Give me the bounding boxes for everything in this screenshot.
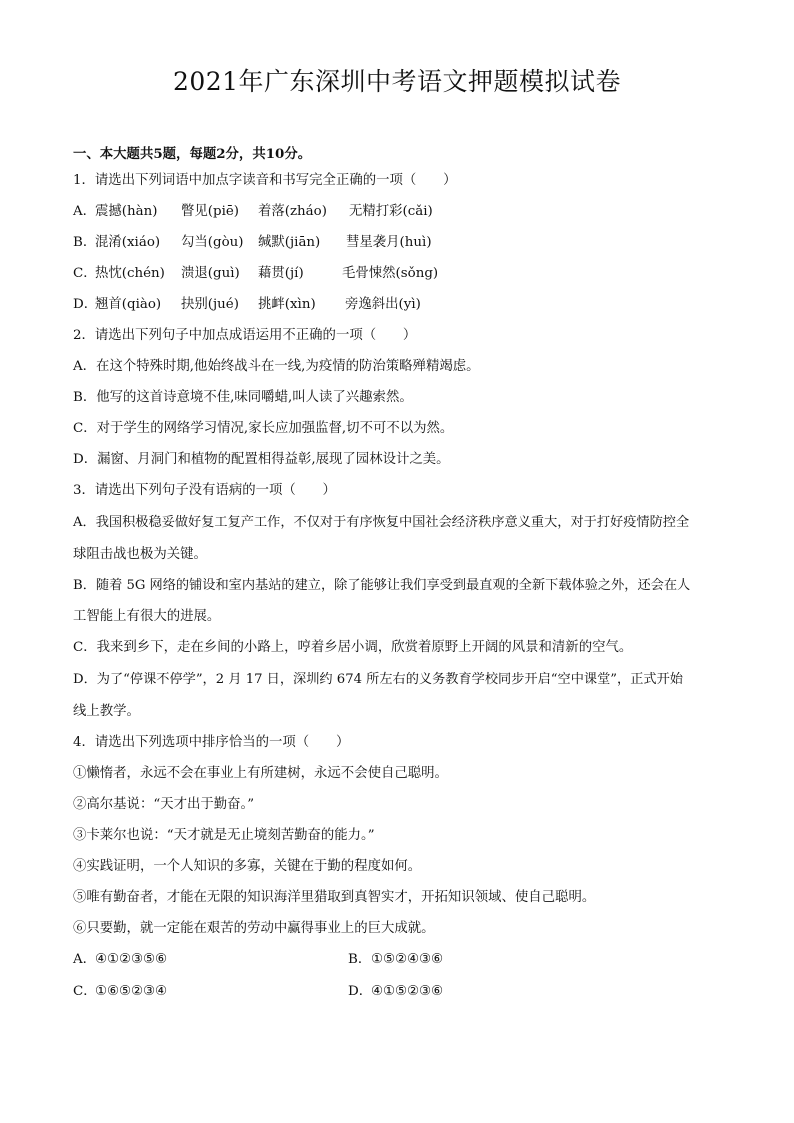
q2-stem: 2．请选出下列句子中加点成语运用不正确的一项（ ） xyxy=(73,328,417,343)
q3-stem: 3．请选出下列句子没有语病的一项（ ） xyxy=(73,483,336,498)
q4-choice-text: ④①⑤②③⑥ xyxy=(371,984,444,999)
q1-word: 毛骨悚然(sǒng) xyxy=(342,266,439,281)
q2-option-b: B．他写的这首诗意境不佳,味同嚼蜡,叫人读了兴趣索然。 xyxy=(73,390,413,405)
q1-word: 缄默(jiān) xyxy=(258,235,321,250)
q1-word: 勾当(gòu) xyxy=(181,235,244,250)
q1-word: 藉贯(jí) xyxy=(258,266,304,281)
q3-line: B．随着 5G 网络的铺设和室内基站的建立，除了能够让我们享受到最直观的全新下载体验之外，还会在人 xyxy=(73,578,691,593)
q4-sentence: ⑥只要勤，就一定能在艰苦的劳动中赢得事业上的巨大成就。 xyxy=(73,921,435,936)
q1-word: 热忱(chén) xyxy=(95,266,165,281)
q4-choice-text: ①⑤②④③⑥ xyxy=(371,952,444,967)
q1-stem: 1．请选出下列词语中加点字读音和书写完全正确的一项（ ） xyxy=(73,173,457,188)
q4-sentence: ②高尔基说：“天才出于勤奋。” xyxy=(73,797,255,812)
q4-sentence: ⑤唯有勤奋者，才能在无限的知识海洋里猎取到真智实才，开拓知识领域、使自己聪明。 xyxy=(73,890,596,905)
q1-word: 翘首(qiào) xyxy=(95,297,162,312)
q3-line: C．我来到乡下，走在乡间的小路上，哼着乡居小调，欣赏着原野上开阔的风景和清新的空气。 xyxy=(73,640,633,655)
q4-stem: 4．请选出下列选项中排序恰当的一项（ ） xyxy=(73,735,350,750)
q2-option-a: A．在这个特殊时期,他始终战斗在一线,为疫情的防治策略殚精竭虑。 xyxy=(73,359,480,374)
q3-line: 线上教学。 xyxy=(73,704,140,719)
q1-word: 瞥见(piē) xyxy=(181,204,240,219)
q1-word: 旁逸斜出(yì) xyxy=(345,297,421,312)
q4-sentence: ①懒惰者，永远不会在事业上有所建树，永远不会使自己聪明。 xyxy=(73,766,448,781)
q1-option-label: B． xyxy=(73,235,97,250)
q1-word: 抉别(jué) xyxy=(181,297,239,312)
q4-choice-text: ①⑥⑤②③④ xyxy=(95,984,168,999)
q1-word: 着落(zháo) xyxy=(258,204,327,219)
section-heading: 一、本大题共5题，每题2分，共10分。 xyxy=(73,146,312,162)
q3-line: D．为了“停课不停学”，2 月 17 日，深圳约 674 所左右的义务教育学校同步开启“空中课堂”，正式开始 xyxy=(73,672,683,687)
q1-word: 溃退(guì) xyxy=(181,266,240,281)
q4-choice-text: ④①②③⑤⑥ xyxy=(95,952,168,967)
q1-word: 无精打彩(cǎi) xyxy=(349,204,433,219)
q4-sentence: ③卡莱尔也说：“天才就是无止境刻苦勤奋的能力。” xyxy=(73,828,375,843)
q2-option-c: C．对于学生的网络学习情况,家长应加强监督,切不可不以为然。 xyxy=(73,421,454,436)
page-title: 2021年广东深圳中考语文押题模拟试卷 xyxy=(172,67,622,96)
q3-line: A．我国积极稳妥做好复工复产工作，不仅对于有序恢复中国社会经济秩序意义重大，对于打好疫情防控全 xyxy=(73,515,690,530)
q1-option-label: D． xyxy=(73,297,98,312)
q4-choice-label: C． xyxy=(73,984,97,999)
q1-word: 彗星袭月(huì) xyxy=(346,235,432,250)
q3-line: 工智能上有很大的进展。 xyxy=(73,609,221,624)
q4-choice-label: B． xyxy=(348,952,372,967)
q1-word: 挑衅(xìn) xyxy=(258,297,316,312)
q2-option-d: D．漏窗、月洞门和植物的配置相得益彰,展现了园林设计之美。 xyxy=(73,452,450,467)
q4-sentence: ④实践证明，一个人知识的多寡，关键在于勤的程度如何。 xyxy=(73,859,422,874)
q3-line: 球阻击战也极为关键。 xyxy=(73,547,207,562)
q1-option-label: A． xyxy=(73,204,97,219)
q4-choice-label: A． xyxy=(73,952,97,967)
q1-word: 混淆(xiáo) xyxy=(95,235,161,250)
q1-word: 震撼(hàn) xyxy=(95,204,158,219)
q1-option-label: C． xyxy=(73,266,97,281)
q4-choice-label: D． xyxy=(348,984,373,999)
